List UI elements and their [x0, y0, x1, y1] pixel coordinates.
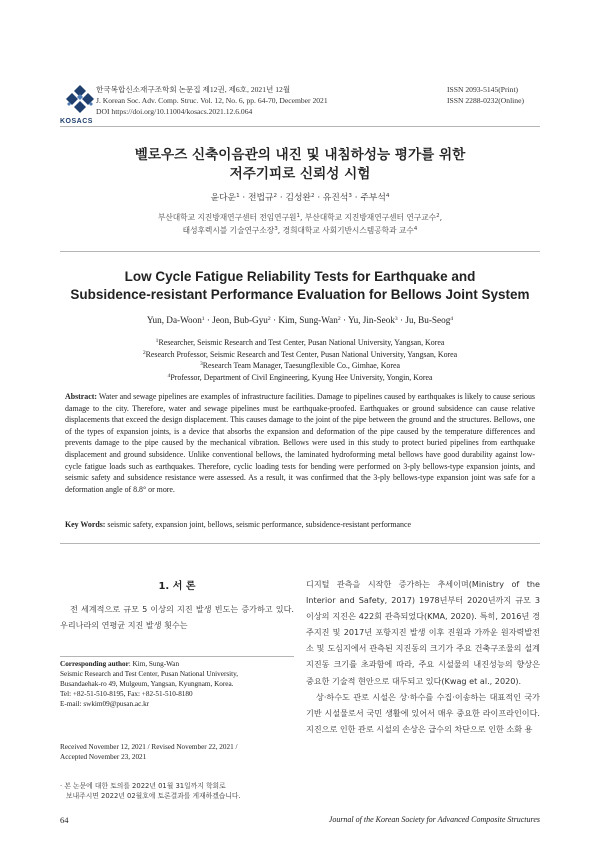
affil-mark: 4: [450, 316, 454, 322]
author-en: Yu, Jin-Seok: [347, 315, 395, 325]
keywords: [65, 520, 535, 529]
korean-affil-line2: [60, 224, 540, 237]
issn-online: ISSN 2288-0232(Online): [447, 96, 524, 105]
affil-mark: 3: [348, 193, 352, 199]
affil-mark: 3: [394, 316, 398, 322]
english-title-line1: Low Cycle Fatigue Reliability Tests for Earthquake and: [124, 269, 476, 284]
footer-journal: Journal of the Korean Society for Advanced Composite Structures: [328, 815, 540, 824]
english-authors: [60, 315, 540, 325]
corr-name-line: [60, 659, 294, 669]
corresponding-author: [60, 659, 294, 709]
abstract: [65, 391, 535, 495]
affil-mark: 2: [337, 316, 341, 322]
affil-mark: 2: [436, 213, 440, 219]
separator: ·: [340, 315, 348, 325]
affiliation-1: [60, 337, 540, 349]
journal-info: [96, 84, 328, 117]
discussion-note: [60, 781, 294, 801]
author-ko: 김성완: [285, 193, 311, 203]
intro-paragraph-left: 전 세계적으로 규모 5 이상의 지진 발생 빈도는 증가하고 있다. 우리나라의 연평균 지진 발생 횟수는: [60, 604, 294, 630]
abstract-text: Water and sewage pipelines are examples of infrastructure facilities. Damage to pipelines caused by earthquakes is likely to cause serious damage to the city. Therefore, water and sewage pipelines must be earthquake-proofed. Earthquakes or ground subsidence can cause relative displacements that exceed the design displacement. This causes damage to the joint of the pipe between the ground and the structures. Bellows, one of the types of expansion joints, is a device that absorbs the expansion and deformation of the pipe caused by the temperature differences and prevents damage to the pipe caused by the mechanical vibration. Bellows were used in this study to protect buried pipelines from earthquake displacement and ground subsidence. Unlike conventional bellows, the laminated hydroforming metal bellows have good durability against low-cycle fatigue loads such as earthquakes. Therefore, cyclic loading tests for bending were performed on 3-ply bellows-type expansion joints, and seismic safety and subsidence resistance were assessed. As a result, it was confirmed that the 3-ply bellows-type expansion joint was safe for a deformation angle of 8.8° or more.: [65, 392, 535, 494]
section-heading: 1. 서 론: [158, 581, 196, 592]
korean-affil-line1: 부산대학교 지진방재연구센터 전임연구원$^1$, 부산대학교 지진방재연구센터 연구교수$^2$,: [157, 213, 443, 222]
dates-line2: Accepted November 23, 2021: [60, 753, 147, 762]
affil-mark: 4: [167, 372, 171, 379]
korean-title-line1: 벨로우즈 신축이음관의 내진 및 내침하성능 평가를 위한: [134, 147, 466, 163]
author-ko: 윤다운: [210, 193, 237, 203]
affil-mark: 3: [199, 361, 203, 368]
intro-paragraph: 디지털 관측을 시작한 증가하는 추세이며(Ministry of the Interior and Safety, 2017) 1978년부터 2020년까지 규모 3 이상의 지진은 422회 관측되었다(KMA, 2020). 특히, 2016년 경주지진 및 2017년 포항지진 발생 이후 진원과 가까운 원자력발전소 및 도심지에서 관측된 지진동의 크기가 주요 건축구조물의 설계 지진동 크기를 초과함에 따라, 주요 시설물의 내진성능의 향상은 중요한 기술적 현안으로 대두되고 있다(Kwag et al., 2020).: [306, 579, 540, 686]
affil-mark: 2: [267, 316, 271, 322]
separator: ·: [204, 315, 213, 325]
affil-mark: 3: [274, 226, 278, 232]
keywords-text: seismic safety, expansion joint, bellows, seismic performance, subsidence-resistant performance: [105, 520, 411, 529]
article-dates: [60, 742, 294, 763]
english-title: [40, 268, 560, 304]
separator: ·: [351, 193, 361, 203]
english-affiliations: [60, 337, 540, 383]
corr-name: : Kim, Sung-Wan: [128, 660, 180, 668]
affil-mark: 4: [413, 226, 418, 232]
affil-text: 부산대학교 지진방재연구센터 전임연구원: [157, 213, 297, 222]
separator: ·: [277, 193, 286, 203]
author-ko: 주부석: [360, 193, 386, 203]
affiliation-3: [60, 360, 540, 372]
intro-paragraph: 상·하수도 관로 시설은 상·하수를 수집·이송하는 대표적인 국가 기반 시설물로서 국민 생활에 있어서 매우 중요한 라이프라인이다. 지진으로 인한 관로 시설의 손상은 급수의 차단으로 인한 소화 용: [306, 691, 540, 734]
affil-mark: 4: [385, 193, 390, 199]
author-ko: 유진석: [322, 193, 349, 203]
affil-text: 태성후렉시블 기술연구소장: [182, 226, 275, 235]
author-en: Yun, Da-Woon: [146, 315, 202, 325]
affiliation-2: [60, 349, 540, 361]
footnote-rule: [60, 656, 294, 657]
affil-mark: 2: [310, 193, 315, 199]
affil-mark: 1: [296, 213, 301, 219]
separator: ·: [239, 193, 249, 203]
affil-mark: 2: [273, 193, 278, 199]
kosacs-logo-icon: [62, 84, 98, 118]
affil-text: Research Professor, Seismic Research and Test Center, Pusan National University, Yangsan, Korea: [145, 349, 458, 359]
title-rule: [60, 251, 540, 252]
author-en: Ju, Bu-Seog: [405, 315, 451, 325]
korean-authors: [60, 190, 540, 203]
separator: ·: [397, 315, 406, 325]
note-line2: 보내주시면 2022년 02월호에 토론결과를 게재하겠습니다.: [66, 792, 241, 800]
corr-email: E-mail: swkim09@pusan.ac.kr: [60, 700, 150, 709]
corr-label: Corresponding author: [60, 660, 129, 668]
korean-affiliations: [60, 211, 540, 237]
affil-text: Research Team Manager, Taesungflexible Co., Gimhae, Korea: [202, 361, 401, 371]
affil-mark: 1: [236, 193, 240, 199]
page-number: 64: [60, 815, 69, 825]
author-en: Kim, Sung-Wan: [278, 315, 338, 325]
korean-title: [60, 146, 540, 184]
corr-line1: Seismic Research and Test Center, Pusan National University,: [60, 670, 239, 679]
affil-mark: 1: [201, 316, 205, 322]
dates-line1: Received November 12, 2021 / Revised November 22, 2021 /: [60, 743, 238, 751]
korean-title-line2: 저주기피로 신뢰성 시험: [229, 166, 371, 182]
corr-line3: Tel: +82-51-510-8195, Fax: +82-51-510-8180: [60, 690, 193, 699]
issn-print: ISSN 2093-5145(Print): [447, 85, 519, 94]
logo-text: KOSACS: [60, 118, 93, 125]
affiliation-4: [60, 372, 540, 384]
affil-mark: 2: [142, 349, 146, 356]
affil-text: , 경희대학교 사회기반시스템공학과 교수: [277, 226, 414, 235]
english-title-line2: Subsidence-resistant Performance Evaluation for Bellows Joint System: [70, 287, 530, 302]
journal-name-ko: 한국복합신소재구조학회 논문집 제12권, 제6호, 2021년 12월: [96, 85, 291, 94]
doi: DOI https://doi.org/10.11004/kosacs.2021.12.6.064: [96, 107, 253, 116]
author-ko: 전법규: [248, 193, 274, 203]
separator: ·: [270, 315, 279, 325]
issn-info: [447, 84, 524, 106]
separator: ·: [314, 193, 323, 203]
abstract-rule: [60, 543, 540, 544]
affil-text: Researcher, Seismic Research and Test Center, Pusan National University, Yangsan, Korea: [158, 338, 445, 347]
corr-line2: Busandaehak-ro 49, Mulgeum, Yangsan, Kyungnam, Korea.: [60, 680, 234, 689]
keywords-label: Key Words:: [65, 520, 106, 529]
journal-name-en: J. Korean Soc. Adv. Comp. Struc. Vol. 12, No. 6, pp. 64-70, December 2021: [96, 96, 328, 105]
author-en: Jeon, Bub-Gyu: [212, 315, 268, 325]
intro-right-column: [306, 576, 540, 737]
abstract-label: Abstract:: [65, 392, 97, 401]
affil-text: Professor, Department of Civil Engineering, Kyung Hee University, Yongin, Korea: [170, 372, 433, 382]
header-rule: [60, 126, 540, 127]
affil-mark: 1: [155, 338, 159, 344]
note-line1: · 본 논문에 대한 토의를 2022년 01월 31일까지 학회로: [60, 782, 226, 790]
affil-text: , 부산대학교 지진방재연구센터 연구교수: [300, 213, 437, 222]
